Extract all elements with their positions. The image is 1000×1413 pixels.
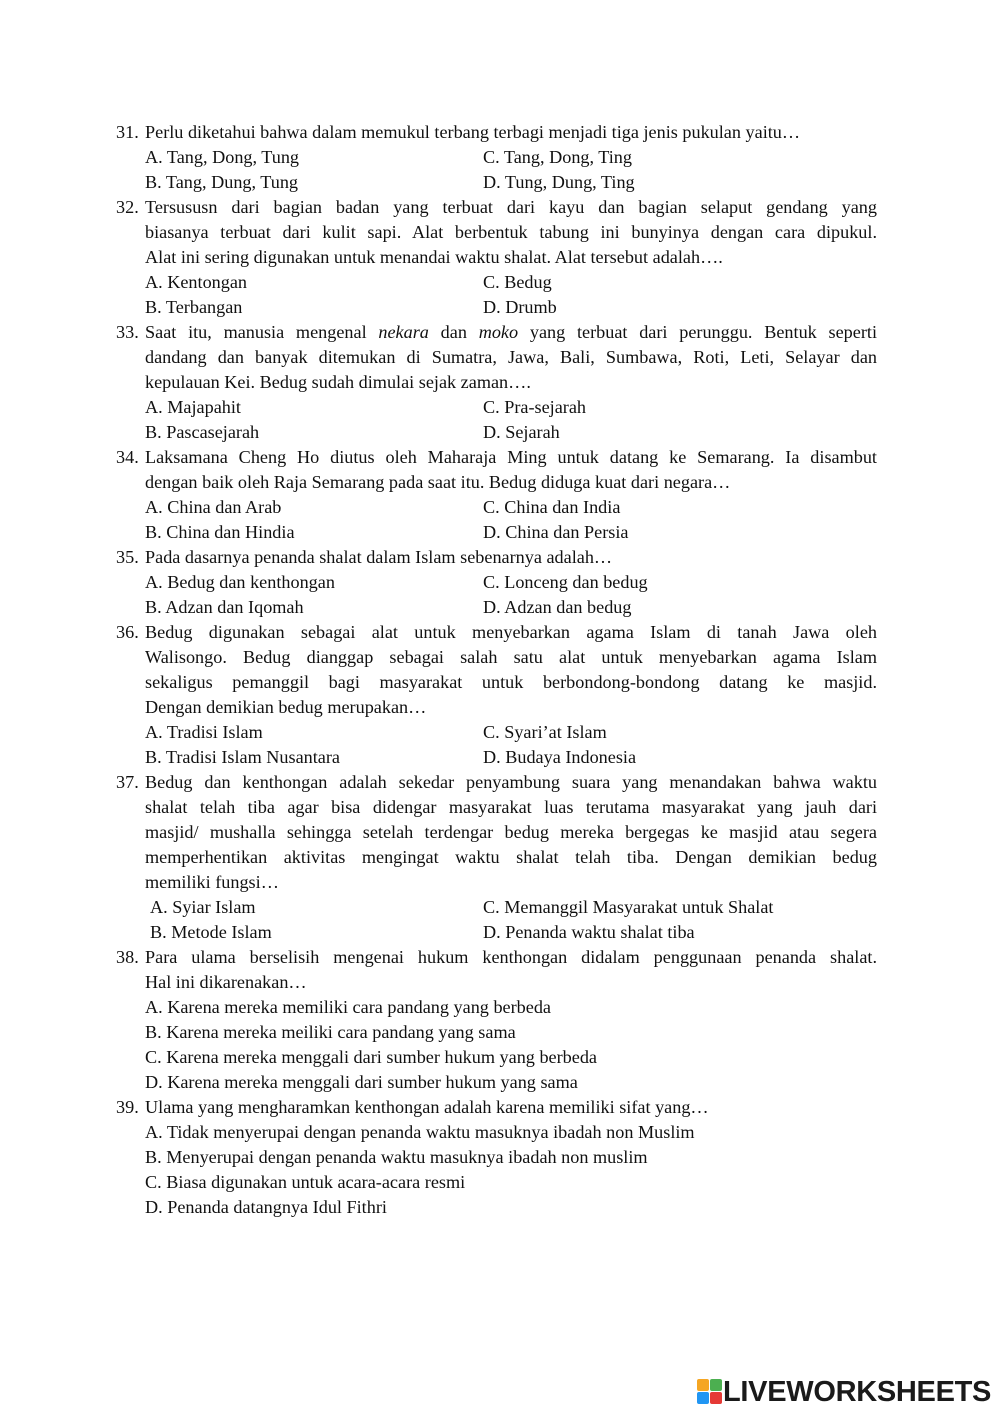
- question-number: 37.: [116, 772, 139, 792]
- question-text: sekaligus pemanggil bagi masyarakat untuk berbondong-bondong datang ke masjid.: [145, 672, 877, 692]
- option-c[interactable]: C. Bedug: [483, 272, 552, 292]
- option-a[interactable]: A. Karena mereka memiliki cara pandang yang berbeda: [145, 997, 551, 1017]
- option-c[interactable]: C. China dan India: [483, 497, 621, 517]
- question-text: dandang dan banyak ditemukan di Sumatra, Jawa, Bali, Sumbawa, Roti, Leti, Selayar dan: [145, 347, 877, 367]
- question-text: shalat telah tiba agar bisa didengar masyarakat luas terutama masyarakat yang jauh dari: [145, 797, 877, 817]
- question-text: memperhentikan aktivitas mengingat waktu shalat telah tiba. Dengan demikian bedug: [145, 847, 877, 867]
- question-number: 35.: [116, 547, 139, 567]
- option-b[interactable]: B. Metode Islam: [150, 922, 272, 942]
- option-d[interactable]: D. Sejarah: [483, 422, 560, 442]
- italic-term-moko: moko: [478, 322, 519, 342]
- option-a[interactable]: A. Syiar Islam: [150, 897, 256, 917]
- option-c[interactable]: C. Syari’at Islam: [483, 722, 607, 742]
- option-a[interactable]: A. Majapahit: [145, 397, 241, 417]
- option-d[interactable]: D. China dan Persia: [483, 522, 629, 542]
- question-number: 32.: [116, 197, 139, 217]
- option-a[interactable]: A. Bedug dan kenthongan: [145, 572, 335, 592]
- option-d[interactable]: D. Karena mereka menggali dari sumber hukum yang sama: [145, 1072, 578, 1092]
- option-c[interactable]: C. Biasa digunakan untuk acara-acara resmi: [145, 1172, 466, 1192]
- question-number: 31.: [116, 122, 139, 142]
- question-text: Tersususn dari bagian badan yang terbuat dari kayu dan bagian selaput gendang yang: [145, 197, 877, 217]
- brand-wordmark: LIVEWORKSHEETS: [723, 1376, 992, 1408]
- liveworksheets-logo-icon: [697, 1379, 723, 1405]
- option-d[interactable]: D. Adzan dan bedug: [483, 597, 632, 617]
- question-number: 38.: [116, 947, 139, 967]
- option-a[interactable]: A. Kentongan: [145, 272, 248, 292]
- option-c[interactable]: C. Karena mereka menggali dari sumber hukum yang berbeda: [145, 1047, 597, 1067]
- question-text: Alat ini sering digunakan untuk menandai waktu shalat. Alat tersebut adalah….: [145, 247, 723, 267]
- question-text: masjid/ mushalla sehingga setelah terdengar bedug mereka bergegas ke masjid atau segera: [145, 822, 877, 842]
- question-number: 39.: [116, 1097, 139, 1117]
- option-c[interactable]: C. Pra-sejarah: [483, 397, 587, 417]
- option-a[interactable]: A. Tang, Dong, Tung: [145, 147, 300, 167]
- option-a[interactable]: A. Tradisi Islam: [145, 722, 263, 742]
- option-c[interactable]: C. Tang, Dong, Ting: [483, 147, 632, 167]
- question-text: Bedug digunakan sebagai alat untuk menyebarkan agama Islam di tanah Jawa oleh: [145, 622, 877, 642]
- question-text: Perlu diketahui bahwa dalam memukul terbang terbagi menjadi tiga jenis pukulan yaitu…: [145, 122, 801, 142]
- question-text: dengan baik oleh Raja Semarang pada saat itu. Bedug diduga kuat dari negara…: [145, 472, 731, 492]
- question-text: Bedug dan kenthongan adalah sekedar penyambung suara yang menandakan bahwa waktu: [145, 772, 877, 792]
- question-text: Walisongo. Bedug dianggap sebagai salah satu alat untuk menyebarkan agama Islam: [145, 647, 877, 667]
- option-b[interactable]: B. Tradisi Islam Nusantara: [145, 747, 340, 767]
- logo-square: [697, 1392, 709, 1404]
- question-number: 34.: [116, 447, 139, 467]
- option-d[interactable]: D. Penanda datangnya Idul Fithri: [145, 1197, 387, 1217]
- question-text: kepulauan Kei. Bedug sudah dimulai sejak zaman….: [145, 372, 531, 392]
- option-d[interactable]: D. Drumb: [483, 297, 557, 317]
- option-d[interactable]: D. Penanda waktu shalat tiba: [483, 922, 695, 942]
- question-text: Dengan demikian bedug merupakan…: [145, 697, 427, 717]
- question-text: [145, 320, 877, 345]
- italic-term-nekara: nekara: [378, 322, 429, 342]
- option-c[interactable]: C. Memanggil Masyarakat untuk Shalat: [483, 897, 774, 917]
- option-b[interactable]: B. Karena mereka meiliki cara pandang yang sama: [145, 1022, 516, 1042]
- question-text: Laksamana Cheng Ho diutus oleh Maharaja Ming untuk datang ke Semarang. Ia disambut: [145, 447, 877, 467]
- question-number: 33.: [116, 322, 139, 342]
- text-run: Saat itu, manusia mengenal: [145, 322, 379, 342]
- option-b[interactable]: B. Menyerupai dengan penanda waktu masuknya ibadah non muslim: [145, 1147, 648, 1167]
- text-run: yang terbuat dari perunggu. Bentuk seperti: [518, 322, 877, 342]
- option-b[interactable]: B. Tang, Dung, Tung: [145, 172, 299, 192]
- question-text: Ulama yang mengharamkan kenthongan adalah karena memiliki sifat yang…: [145, 1097, 709, 1117]
- option-c[interactable]: C. Lonceng dan bedug: [483, 572, 648, 592]
- liveworksheets-brand[interactable]: [697, 1375, 997, 1409]
- question-text: memiliki fungsi…: [145, 872, 279, 892]
- option-d[interactable]: D. Tung, Dung, Ting: [483, 172, 635, 192]
- question-text: Hal ini dikarenakan…: [145, 972, 307, 992]
- question-text: Pada dasarnya penanda shalat dalam Islam sebenarnya adalah…: [145, 547, 613, 567]
- option-b[interactable]: B. China dan Hindia: [145, 522, 295, 542]
- logo-square: [710, 1379, 722, 1391]
- text-run: dan: [428, 322, 479, 342]
- option-d[interactable]: D. Budaya Indonesia: [483, 747, 637, 767]
- question-text: Para ulama berselisih mengenai hukum kenthongan didalam penggunaan penanda shalat.: [145, 947, 877, 967]
- question-number: 36.: [116, 622, 139, 642]
- option-b[interactable]: B. Pascasejarah: [145, 422, 260, 442]
- option-a[interactable]: A. China dan Arab: [145, 497, 282, 517]
- option-b[interactable]: B. Adzan dan Iqomah: [145, 597, 304, 617]
- logo-square: [697, 1379, 709, 1391]
- option-b[interactable]: B. Terbangan: [145, 297, 243, 317]
- logo-square: [710, 1392, 722, 1404]
- option-a[interactable]: A. Tidak menyerupai dengan penanda waktu masuknya ibadah non Muslim: [145, 1122, 695, 1142]
- question-text: biasanya terbuat dari kulit sapi. Alat berbentuk tabung ini bunyinya dengan cara dipukul.: [145, 222, 877, 242]
